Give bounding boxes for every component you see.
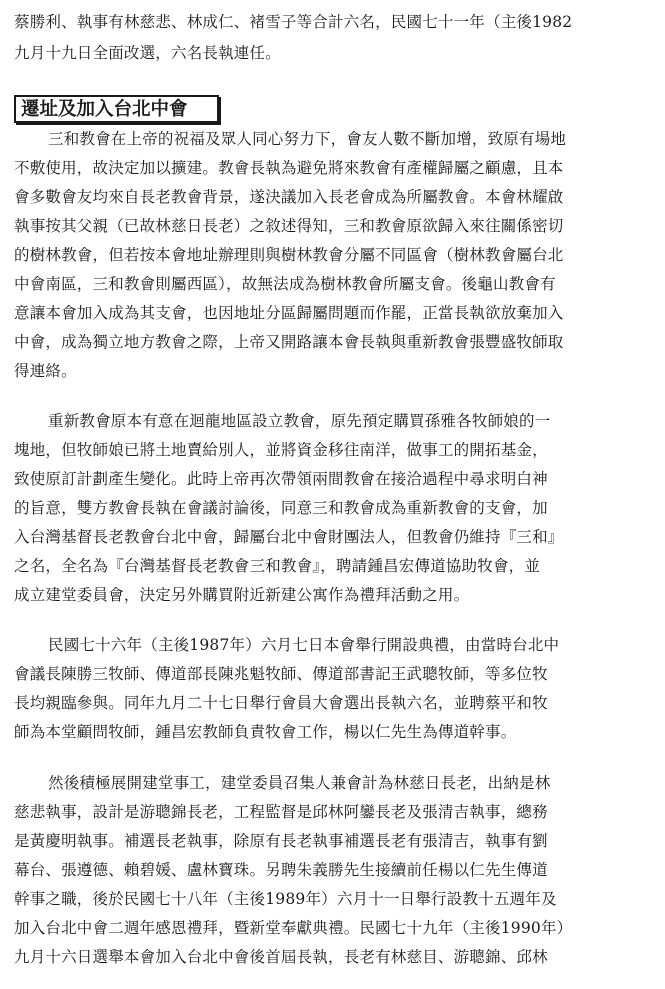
paragraph-4-line-1: 然後積極展開建堂事工，建堂委員召集人兼會計為林慈日長老，出納是林 <box>48 774 551 792</box>
paragraph-3-line-1: 民國七十六年（主後1987年）六月七日本會舉行開設典禮，由當時台北中 <box>48 636 560 654</box>
paragraph-4-line-4: 幕台、張遵德、賴碧媛、盧林寶珠。另聘朱義勝先生接續前任楊以仁先生傳道 <box>14 861 548 879</box>
paragraph-3-line-4: 師為本堂顧問牧師，鍾昌宏教師負責牧會工作，楊以仁先生為傳道幹事。 <box>14 723 517 741</box>
paragraph-2-line-2: 塊地，但牧師娘已將土地賣給別人，並將資金移往南洋，做事工的開拓基金， <box>14 441 548 459</box>
paragraph-1-line-9: 得連絡。 <box>14 362 77 380</box>
paragraph-4-line-7: 九月十六日選舉本會加入台北中會後首屆長執，長老有林慈目、游聰錦、邱林 <box>14 948 548 966</box>
paragraph-3-line-2: 會議長陳勝三牧師、傳道部長陳兆魁牧師、傳道部書記王武聰牧師，等多位牧 <box>14 665 548 683</box>
section-heading-box <box>14 95 219 123</box>
paragraph-1-line-7: 意讓本會加入成為其支會，也因地址分區歸屬問題而作罷，正當長執欲放棄加入 <box>14 304 564 322</box>
intro-line-2: 九月十九日全面改選，六名長執連任。 <box>14 44 281 62</box>
paragraph-1-line-4: 執事按其父親（已故林慈日長老）之敘述得知，三和教會原欲歸入來往關係密切 <box>14 217 564 235</box>
paragraph-2-line-3: 致使原訂計劃產生變化。此時上帝再次帶領兩間教會在接洽過程中尋求明白神 <box>14 470 548 488</box>
paragraph-1-line-6: 中會南區，三和教會則屬西區），故無法成為樹林教會所屬支會。後龜山教會有 <box>14 275 556 293</box>
paragraph-4-line-5: 幹事之職，後於民國七十八年（主後1989年）六月十一日舉行設教十五週年及 <box>14 890 557 908</box>
paragraph-2-line-7: 成立建堂委員會，決定另外購買附近新建公寓作為禮拜活動之用。 <box>14 586 470 604</box>
paragraph-1-line-5: 的樹林教會，但若按本會地址辦理則與樹林教會分屬不同區會（樹林教會屬台北 <box>14 246 564 264</box>
paragraph-2-line-6: 之名，全名為『台灣基督長老教會三和教會』，聘請鍾昌宏傳道協助牧會，並 <box>14 557 541 575</box>
section-heading: 遷址及加入台北中會 <box>21 99 188 120</box>
paragraph-1-line-3: 會多數會友均來自長老教會背景，遂決議加入長老會成為所屬教會。本會林耀啟 <box>14 188 564 206</box>
paragraph-1-line-8: 中會，成為獨立地方教會之際，上帝又開路讓本會長執與重新教會張豐盛牧師取 <box>14 333 564 351</box>
paragraph-4-line-3: 是黃慶明執事。補選長老執事，除原有長老執事補選長老有張清吉，執事有劉 <box>14 832 548 850</box>
paragraph-4-line-2: 慈悲執事，設計是游聰錦長老，工程監督是邱林阿鑾長老及張清吉執事，總務 <box>14 803 548 821</box>
paragraph-2-line-4: 的旨意，雙方教會長執在會議討論後，同意三和教會成為重新教會的支會，加 <box>14 499 548 517</box>
paragraph-1-line-2: 不敷使用，故決定加以擴建。教會長執為避免將來教會有產權歸屬之顧慮，且本 <box>14 159 564 177</box>
intro-line-1: 蔡勝利、執事有林慈悲、林成仁、褚雪子等合計六名，民國七十一年（主後1982 <box>14 13 573 31</box>
paragraph-2-line-1: 重新教會原本有意在迴龍地區設立教會，原先預定購買孫雅各牧師娘的一 <box>48 412 551 430</box>
paragraph-2-line-5: 入台灣基督長老教會台北中會，歸屬台北中會財團法人，但教會仍維持『三和』 <box>14 528 564 546</box>
paragraph-4-line-6: 加入台北中會二週年感恩禮拜，暨新堂奉獻典禮。民國七十九年（主後1990年） <box>14 919 573 937</box>
paragraph-1-line-1: 三和教會在上帝的祝福及眾人同心努力下，會友人數不斷加增，致原有場地 <box>48 130 567 148</box>
paragraph-3-line-3: 長均親臨參與。同年九月二十七日舉行會員大會選出長執六名，並聘蔡平和牧 <box>14 694 548 712</box>
